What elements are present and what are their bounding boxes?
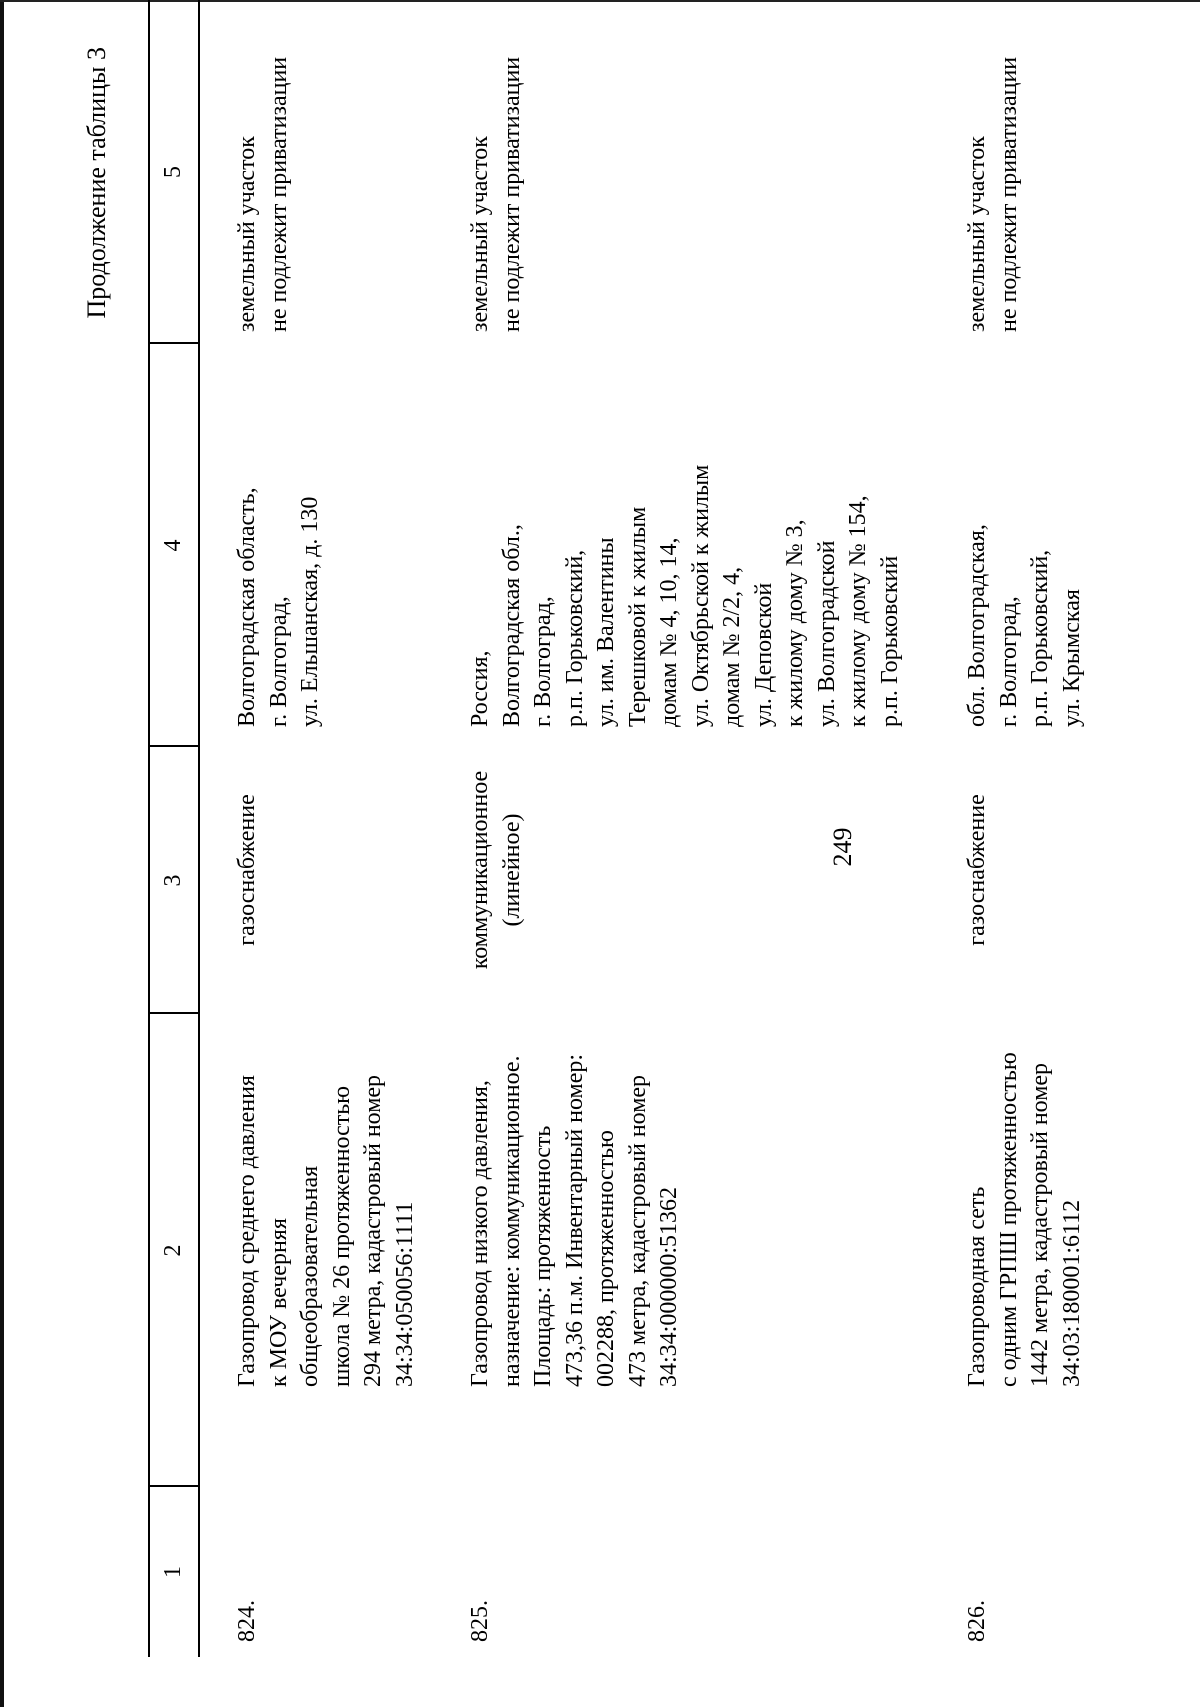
- row-824-name: Газопровод среднего давления к МОУ вечерняя общеобразовательная школа № 26 протяженностью 294 метра, кадастровый номер 34:34:050056:1111: [234, 1074, 418, 1387]
- row-824-number: 824.: [234, 1600, 260, 1642]
- row-825-purpose: коммуникационное (линейное): [467, 770, 525, 970]
- row-826-name: Газопроводная сеть с одним ГРПШ протяженностью 1442 метра, кадастровый номер 34:03:180001:6112: [964, 1052, 1085, 1387]
- row-826-address: обл. Волгоградская, г. Волгоград, р.п. Горьковский, ул. Крымская: [964, 524, 1085, 727]
- row-825-number: 825.: [467, 1600, 493, 1642]
- col-number-1: 1: [160, 1566, 186, 1578]
- col-number-4: 4: [160, 539, 186, 552]
- row-824-note: земельный участок не подлежит приватизации: [234, 56, 292, 332]
- row-825-note: земельный участок не подлежит приватизации: [467, 56, 525, 332]
- row-824-address: Волгоградская область, г. Волгоград, ул. Ельшанская, д. 130: [234, 487, 323, 727]
- table-top-rule: [148, 0, 150, 1657]
- col-number-3: 3: [160, 874, 186, 887]
- row-826-note: земельный участок не подлежит приватизации: [964, 56, 1022, 332]
- row-824-purpose: газоснабжение: [234, 794, 260, 946]
- row-825-address: Россия, Волгоградская обл., г. Волгоград, р.п. Горьковский, ул. им. Валентины Терешковой к жилым домам № 4, 10, 14, ул. Октябрьской к жилым домам № 2/2, 4, ул. Деповской к жилому дому № 3, ул. Волгоградской к жилому дому № 154, р.п. Горьковский: [467, 464, 903, 727]
- page-number: 249: [828, 827, 857, 867]
- col-number-2: 2: [160, 1244, 186, 1257]
- row-826-purpose: газоснабжение: [964, 794, 990, 946]
- row-825-name: Газопровод низкого давления, назначение: коммуникационное. Площадь: протяженность 473,36 п.м. Инвентарный номер: 002288, протяженностью 473 метра, кадастровый номер 34:34:000000:51362: [467, 1053, 682, 1387]
- row-826-number: 826.: [964, 1600, 990, 1642]
- table-caption: Продолжение таблицы 3: [82, 47, 111, 319]
- table-header-rule: [198, 0, 200, 1657]
- col-number-5: 5: [160, 166, 186, 178]
